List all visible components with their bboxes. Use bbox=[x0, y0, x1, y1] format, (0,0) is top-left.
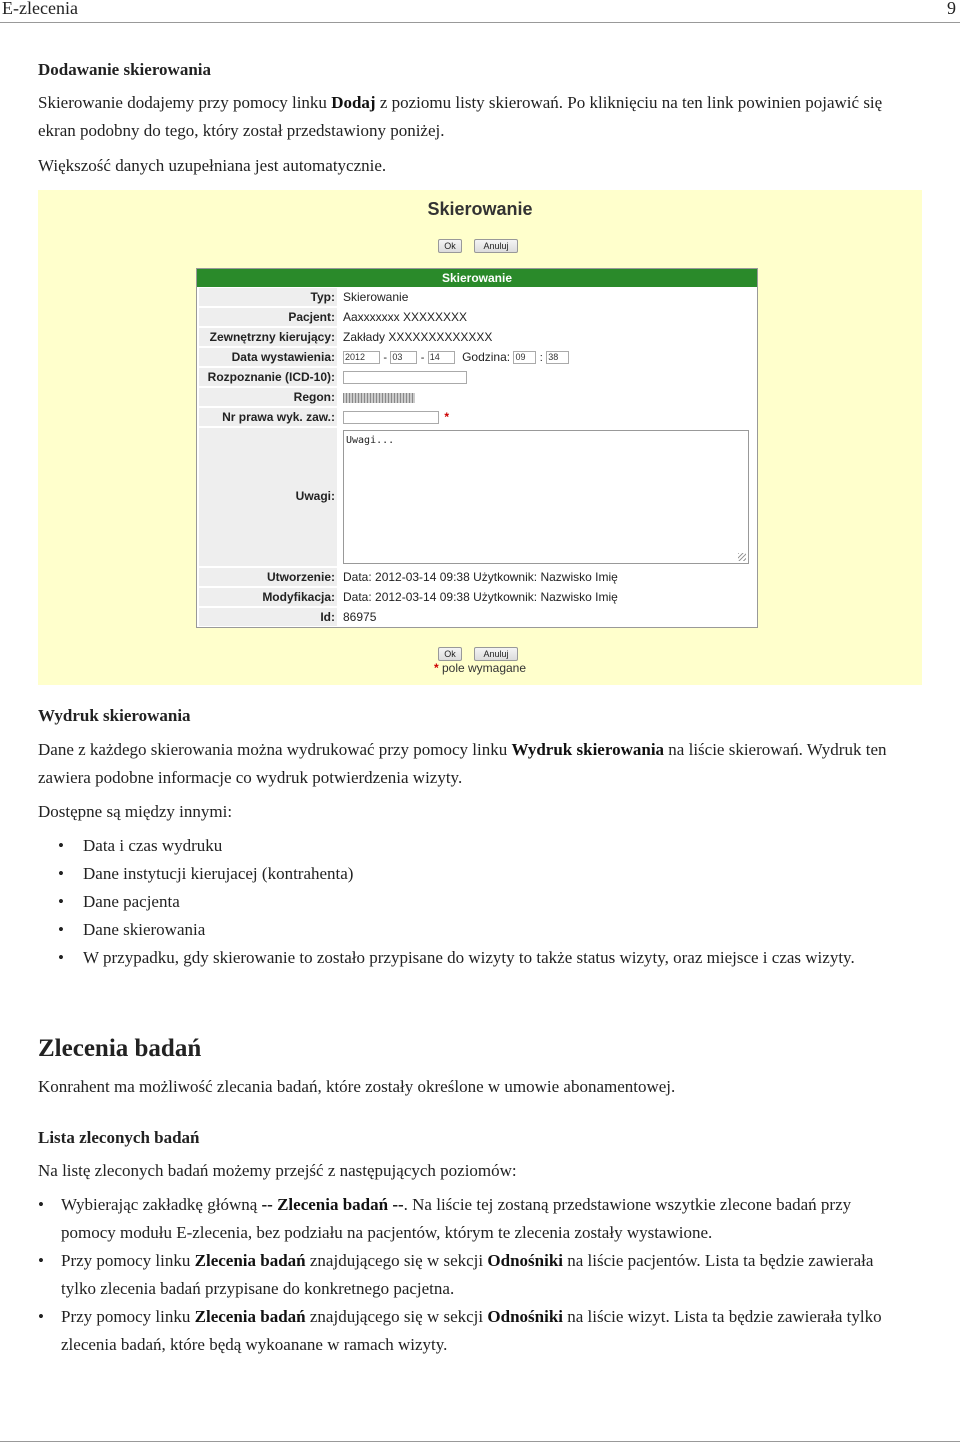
header-title: E-zlecenia bbox=[2, 0, 78, 18]
uwagi-textarea[interactable]: Uwagi... bbox=[343, 430, 749, 564]
page-footer-rule bbox=[0, 1441, 960, 1442]
regon-blurred-value bbox=[343, 393, 415, 403]
row-utworzenie: Utworzenie: Data: 2012-03-14 09:38 Użytkownik: Nazwisko Imię bbox=[197, 567, 757, 587]
lista-list bbox=[38, 1191, 908, 1359]
row-kierujacy: Zewnętrzny kierujący: Zakłady XXXXXXXXXXXXX bbox=[197, 327, 757, 347]
row-uwagi: Uwagi: Uwagi... bbox=[197, 427, 757, 567]
ok-button-top[interactable]: Ok bbox=[438, 239, 462, 253]
row-data-wystawienia: Data wystawienia: 2012 - 03 - 14 Godzina: 09 : 38 bbox=[197, 347, 757, 367]
list-item: • Przy pomocy linku Zlecenia badań znajdującego się w sekcji Odnośniki na liście pacjentów. Lista ta będzie zawierała tylko zlecenia badań przypisane do konkretnego pacjetna. bbox=[38, 1247, 908, 1303]
list-item: • Dane instytucji kierujacej (kontrahenta) bbox=[38, 860, 898, 888]
row-rozpoznanie: Rozpoznanie (ICD-10): bbox=[197, 367, 757, 387]
row-nr-prawa: Nr prawa wyk. zaw.: * bbox=[197, 407, 757, 427]
value-modyfikacja: Data: 2012-03-14 09:38 Użytkownik: Nazwisko Imię bbox=[341, 588, 755, 606]
link-name-wydruk: Wydruk skierowania bbox=[511, 740, 665, 759]
month-input[interactable]: 03 bbox=[390, 351, 417, 364]
paragraph-lista: Na listę zleconych badań możemy przejść z następujących poziomów: bbox=[38, 1161, 517, 1180]
list-item: • Data i czas wydruku bbox=[38, 832, 898, 860]
paragraph-automatycznie: Większość danych uzupełniana jest automatycznie. bbox=[38, 156, 387, 175]
section-heading-dodawanie: Dodawanie skierowania bbox=[38, 60, 212, 79]
year-input[interactable]: 2012 bbox=[343, 351, 380, 364]
cancel-button-top[interactable]: Anuluj bbox=[474, 239, 518, 253]
paragraph-wydruk: Dane z każdego skierowania można wydrukować przy pomocy linku Wydruk skierowania na liście skierowań. Wydruk ten zawiera podobne informacje co wydruk potwierdzenia wizyty. bbox=[38, 740, 887, 787]
section-heading-lista: Lista zleconych badań bbox=[38, 1128, 200, 1147]
paragraph-dostepne: Dostępne są między innymi: bbox=[38, 802, 233, 821]
resize-grip-icon[interactable] bbox=[738, 553, 746, 561]
row-pacjent: Pacjent: Aaxxxxxxx XXXXXXXX bbox=[197, 307, 757, 327]
form-screenshot bbox=[38, 190, 922, 685]
row-typ: Typ: Skierowanie bbox=[197, 287, 757, 307]
value-kierujacy: Zakłady XXXXXXXXXXXXX bbox=[341, 328, 755, 346]
link-name-dodaj: Dodaj bbox=[331, 93, 376, 112]
section-heading-zlecenia: Zlecenia badań bbox=[38, 1035, 202, 1062]
day-input[interactable]: 14 bbox=[428, 351, 455, 364]
list-item: • Dane pacjenta bbox=[38, 888, 898, 916]
form-table bbox=[196, 268, 758, 628]
row-modyfikacja: Modyfikacja: Data: 2012-03-14 09:38 Użytkownik: Nazwisko Imię bbox=[197, 587, 757, 607]
page-number: 9 bbox=[947, 0, 956, 18]
required-star: * bbox=[444, 410, 450, 424]
nr-prawa-input[interactable] bbox=[343, 411, 439, 424]
godzina-label: Godzina: bbox=[462, 350, 511, 364]
form-title: Skierowanie bbox=[427, 199, 533, 219]
row-regon: Regon: bbox=[197, 387, 757, 407]
list-item: • W przypadku, gdy skierowanie to zostało przypisane do wizyty to także status wizyty, oraz miejsce i czas wizyty. bbox=[38, 944, 898, 972]
list-item: • Przy pomocy linku Zlecenia badań znajdującego się w sekcji Odnośniki na liście wizyt. Lista ta będzie zawierała tylko zlecenia badań, które będą wykoanane w ramach wizyty. bbox=[38, 1303, 908, 1359]
minute-input[interactable]: 38 bbox=[546, 351, 569, 364]
value-pacjent: Aaxxxxxxx XXXXXXXX bbox=[341, 308, 755, 326]
paragraph-dodawanie: Skierowanie dodajemy przy pomocy linku Dodaj z poziomu listy skierowań. Po kliknięciu na ten link powinien pojawić się ekran podobny do tego, który został przedstawiony poniżej. bbox=[38, 93, 883, 140]
page-header bbox=[0, 0, 960, 23]
row-id: Id: 86975 bbox=[197, 607, 757, 627]
value-typ: Skierowanie bbox=[341, 288, 755, 306]
required-note: * pole wymagane bbox=[433, 661, 527, 675]
list-item: • Wybierając zakładkę główną -- Zlecenia badań --. Na liście tej zostaną przedstawione wszytkie zlecone badań przy pomocy modułu E-zlecenia, bez podziału na pacjentów, którym te zlecenia zostały wystawione. bbox=[38, 1191, 908, 1247]
section-heading-wydruk: Wydruk skierowania bbox=[38, 706, 191, 725]
hour-input[interactable]: 09 bbox=[513, 351, 536, 364]
rozpoznanie-input[interactable] bbox=[343, 371, 467, 384]
paragraph-zlecenia: Konrahent ma możliwość zlecania badań, które zostały określone w umowie abonamentowej. bbox=[38, 1077, 676, 1096]
value-utworzenie: Data: 2012-03-14 09:38 Użytkownik: Nazwisko Imię bbox=[341, 568, 755, 586]
wydruk-list bbox=[38, 832, 898, 972]
ok-button-bottom[interactable]: Ok bbox=[438, 647, 462, 661]
value-id: 86975 bbox=[341, 608, 755, 626]
cancel-button-bottom[interactable]: Anuluj bbox=[474, 647, 518, 661]
list-item: • Dane skierowania bbox=[38, 916, 898, 944]
form-section-bar: Skierowanie bbox=[197, 269, 757, 287]
